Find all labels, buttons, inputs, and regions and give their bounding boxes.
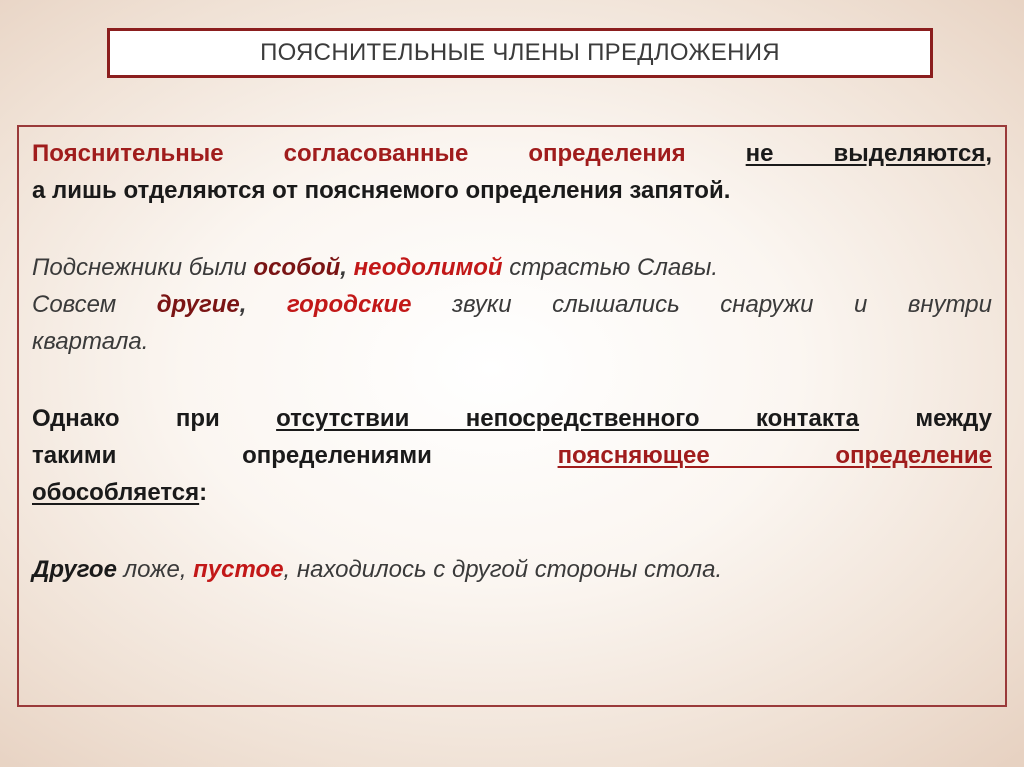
example3: [32, 551, 992, 588]
rule2-line3: [32, 474, 992, 511]
rule2-start: Однако при: [32, 405, 277, 432]
rule2-line2-text: такими определениями: [32, 442, 558, 469]
example3-word2: пустое: [193, 556, 284, 583]
rule2-underlined1: отсутствии непосредственного контакта: [276, 405, 859, 432]
rule1-underlined: не выделяются: [745, 140, 986, 167]
rule2-colon: :: [199, 479, 208, 506]
example2-word2: городские: [246, 291, 412, 318]
rule2-line1: [32, 400, 992, 437]
example2-after: звуки слышались снаружи и внутри: [411, 291, 993, 318]
example3-word1: Другое: [32, 556, 117, 583]
rule1-line2: а лишь отделяются от поясняемого определения запятой.: [32, 177, 731, 204]
rule1-comma: ,: [985, 140, 992, 167]
example2-before: Совсем: [32, 291, 157, 318]
rule2-underlined3: обособляется: [32, 479, 200, 506]
example1-comma: ,: [340, 254, 347, 281]
spacer: [32, 209, 992, 249]
slide-title-box: [107, 28, 933, 78]
rule1-red-text: Пояснительные согласованные определения: [32, 140, 686, 167]
rule2-underlined2: поясняющее определение: [557, 442, 993, 469]
rule1-space: [686, 140, 746, 167]
spacer: [32, 360, 992, 400]
rule1-line1: [32, 135, 992, 172]
example1-after: страстью Славы.: [502, 254, 719, 281]
example1-word1: особой: [253, 254, 341, 281]
example2-line1: [32, 286, 992, 323]
example1: [32, 249, 992, 286]
example2-word1: другие: [156, 291, 240, 318]
example2-line2: квартала.: [32, 328, 149, 355]
example1-word2: неодолимой: [346, 254, 503, 281]
slide-title: ПОЯСНИТЕЛЬНЫЕ ЧЛЕНЫ ПРЕДЛОЖЕНИЯ: [260, 39, 780, 66]
example1-before: Подснежники были: [32, 254, 254, 281]
example3-middle: ложе,: [116, 556, 194, 583]
example3-after: , находилось с другой стороны стола.: [283, 556, 723, 583]
content-box: [17, 125, 1007, 707]
rule2-line2: [32, 437, 992, 474]
example2-comma: ,: [239, 291, 247, 318]
spacer: [32, 511, 992, 551]
rule2-middle: между: [859, 405, 993, 432]
